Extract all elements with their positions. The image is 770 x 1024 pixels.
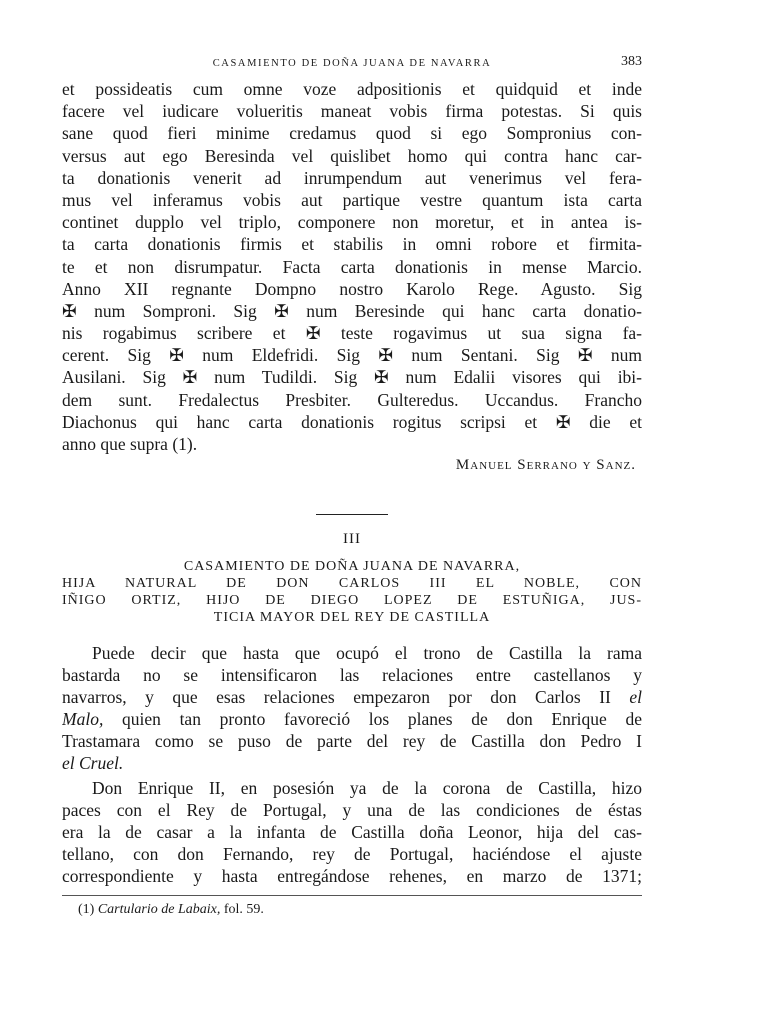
- heading-line: IÑIGO ORTIZ, HIJO DE DIEGO LOPEZ DE ESTUÑIGA, JUS-: [62, 593, 642, 609]
- text-line: Ausilani. Sig ✠ num Tudildi. Sig ✠ num Edalii visores qui ibi-: [62, 367, 642, 388]
- heading-line: TICIA MAYOR DEL REY DE CASTILLA: [213, 610, 491, 626]
- text-line: [62, 752, 642, 774]
- section-divider: [316, 514, 388, 515]
- text-line: te et non disrumpatur. Facta carta donationis in mense Marcio.: [62, 256, 642, 277]
- text-line: bastarda no se intensificaron las relaciones entre castellanos y: [62, 665, 642, 686]
- footnote-folio: fol. 59.: [220, 902, 264, 918]
- text-line: Trastamara como se puso de parte del rey de Castilla don Pedro I: [62, 731, 642, 752]
- text-line: Anno XII regnante Dompno nostro Karolo Rege. Agusto. Sig: [62, 278, 642, 299]
- text-line: cerent. Sig ✠ num Eldefridi. Sig ✠ num Sentani. Sig ✠ num: [62, 345, 642, 366]
- text-line: dem sunt. Fredalectus Presbiter. Gulteredus. Uccandus. Francho: [62, 389, 642, 410]
- heading-line: HIJA NATURAL DE DON CARLOS III EL NOBLE, CON: [62, 576, 642, 592]
- heading-line: CASAMIENTO DE DOÑA JUANA DE NAVARRA,: [183, 559, 521, 575]
- running-head-title: CASAMIENTO DE DOÑA JUANA DE NAVARRA: [212, 58, 492, 69]
- section-heading: [62, 558, 642, 626]
- text-span: navarros, y que esas relaciones empezaron por don Carlos II: [62, 687, 611, 708]
- italic-text: el Cruel.: [62, 753, 124, 774]
- article-body: [62, 642, 642, 887]
- text-line: Puede decir que hasta que ocupó el trono de Castilla la rama: [92, 643, 642, 664]
- text-line: mus vel inferamus vobis aut partique vestre quantum ista carta: [62, 189, 642, 210]
- text-line: Don Enrique II, en posesión ya de la corona de Castilla, hizo: [92, 778, 642, 799]
- page-number: 383: [621, 54, 642, 69]
- section-number: III: [343, 531, 361, 548]
- text-line: ta carta donationis firmis et stabilis in omni robore et firmita-: [62, 234, 642, 255]
- italic-text: el: [629, 687, 642, 708]
- author-signature: Manuel Serrano y Sanz.: [455, 457, 636, 474]
- text-line: [62, 686, 642, 708]
- text-line: nis rogabimus scribere et ✠ teste rogavimus ut sua signa fa-: [62, 323, 642, 344]
- footnote-rule: [62, 895, 642, 896]
- text-line: ✠ num Somproni. Sig ✠ num Beresinde qui hanc carta donatio-: [62, 300, 642, 321]
- italic-text: Malo,: [62, 709, 104, 730]
- text-line: ta donationis venerit ad inrumpendum aut venerimus vel fera-: [62, 167, 642, 188]
- page: [62, 52, 642, 918]
- text-line: sane quod fieri minime credamus quod si ego Sompronius con-: [62, 123, 642, 144]
- text-span: quien tan pronto favoreció los planes de don Enrique de: [103, 709, 642, 730]
- paragraph: [62, 777, 642, 887]
- footnote-source: Cartulario de Labaix,: [97, 902, 221, 918]
- text-line: era la de casar a la infanta de Castilla doña Leonor, hija del cas-: [62, 822, 642, 843]
- text-line: tellano, con don Fernando, rey de Portugal, haciéndose el ajuste: [62, 844, 642, 865]
- footnote-marker: (1): [78, 902, 95, 918]
- paragraph: [62, 642, 642, 774]
- text-line: Diachonus qui hanc carta donationis rogitus scripsi et ✠ die et: [62, 411, 642, 432]
- text-line: [62, 708, 642, 730]
- footnote: [62, 902, 642, 918]
- text-line: facere vel iudicare volueritis maneat vobis firma potestas. Si quis: [62, 101, 642, 122]
- text-line: et possideatis cum omne voze adpositionis et quidquid et inde: [62, 79, 642, 99]
- text-line: versus aut ego Beresinda vel quislibet homo qui contra hanc car-: [62, 145, 642, 166]
- text-line: continet dupplo vel triplo, componere non moretur, et in antea is-: [62, 212, 642, 233]
- text-line: correspondiente y hasta entregándose rehenes, en marzo de 1371;: [62, 866, 642, 887]
- text-line: anno que supra (1).: [62, 434, 198, 454]
- latin-charter-text: [62, 78, 642, 455]
- text-line: paces con el Rey de Portugal, y una de las condiciones de éstas: [62, 800, 642, 821]
- running-head: [62, 52, 642, 72]
